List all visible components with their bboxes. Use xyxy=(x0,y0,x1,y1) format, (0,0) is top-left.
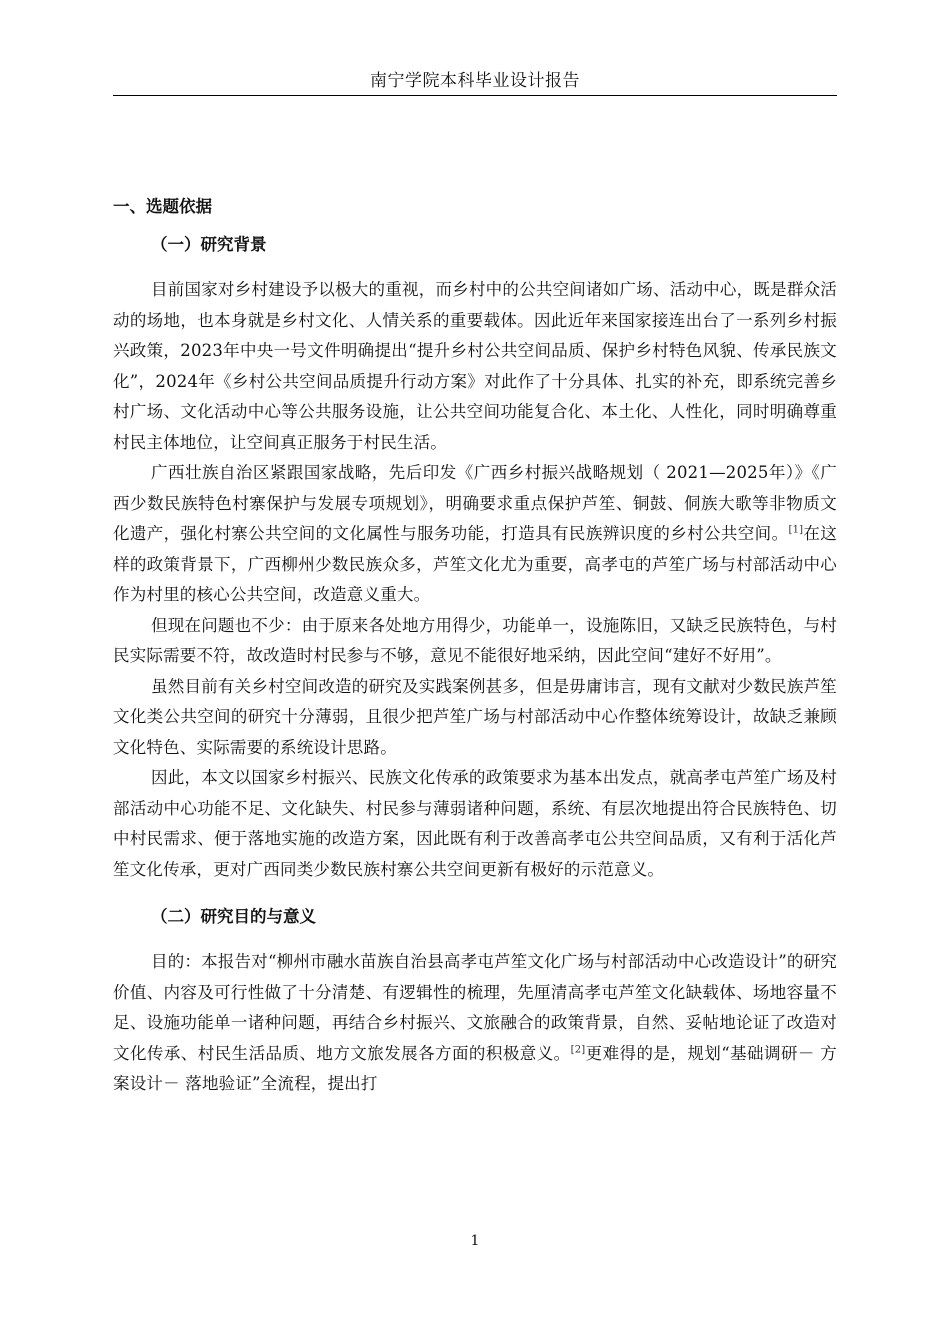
subsection-heading-background: （一）研究背景 xyxy=(151,235,267,254)
spacer xyxy=(113,885,837,903)
document-body xyxy=(113,193,837,1100)
subsection-heading-purpose: （二）研究目的与意义 xyxy=(151,907,316,926)
paragraph-text: 在这样的政策背景下，广西柳州少数民族众多，芦笙文化尤为重要，高孝屯的芦笙广场与村部活动中心作为村里的核心公共空间，改造意义重大。 xyxy=(113,524,838,604)
header-divider xyxy=(113,95,837,96)
paragraph: 目前国家对乡村建设予以极大的重视，而乡村中的公共空间诸如广场、活动中心，既是群众活动的场地，也本身就是乡村文化、人情关系的重要载体。因此近年来国家接连出台了一系列乡村振兴政策，2023年中央一号文件明确提出“提升乡村公共空间品质、保护乡村特色风貌、传承民族文化”，2024年《乡村公共空间品质提升行动方案》对此作了十分具体、扎实的补充，即系统完善乡村广场、文化活动中心等公共服务设施，让公共空间功能复合化、本土化、人性化，同时明确尊重村民主体地位，让空间真正服务于村民生活。 xyxy=(113,280,837,452)
page-header-title: 南宁学院本科毕业设计报告 xyxy=(370,71,580,91)
paragraph: 但现在问题也不少：由于原来各处地方用得少，功能单一，设施陈旧，又缺乏民族特色，与村民实际需要不符，故改造时村民参与不够，意见不能很好地采纳，因此空间“建好不好用”。 xyxy=(113,615,837,665)
citation-marker: [1] xyxy=(788,524,804,536)
paragraph-text: 更难得的是，规划“基础调研－ 方案设计－ 落地验证”全流程，提出打 xyxy=(113,1043,837,1093)
paragraph: 虽然目前有关乡村空间改造的研究及实践案例甚多，但是毋庸讳言，现有文献对少数民族芦笙文化类公共空间的研究十分薄弱，且很少把芦笙广场与村部活动中心作整体统筹设计，故缺乏兼顾文化特色、实际需要的系统设计思路。 xyxy=(113,676,837,757)
paragraph: 因此，本文以国家乡村振兴、民族文化传承的政策要求为基本出发点，就高孝屯芦笙广场及村部活动中心功能不足、文化缺失、村民参与薄弱诸种问题，系统、有层次地提出符合民族特色、切中村民需求、便于落地实施的改造方案，因此既有利于改善高孝屯公共空间品质，又有利于活化芦笙文化传承，更对广西同类少数民族村寨公共空间更新有极好的示范意义。 xyxy=(113,768,837,879)
section-heading: 一、选题依据 xyxy=(113,197,212,216)
paragraph xyxy=(113,458,837,611)
paragraph-text: 广西壮族自治区紧跟国家战略，先后印发《广西乡村振兴战略规划（ 2021—2025年）》《广西少数民族特色村寨保护与发展专项规划》，明确要求重点保护芦笙、铜鼓、侗族大歌等非物质文化遗产，强化村寨公共空间的文化属性与服务功能，打造具有民族辨识度的乡村公共空间。 xyxy=(113,463,837,543)
citation-marker: [2] xyxy=(570,1044,586,1055)
page-number: 1 xyxy=(470,1233,480,1249)
paragraph xyxy=(113,947,837,1100)
paragraph-text: 目的：本报告对“柳州市融水苗族自治县高孝屯芦笙文化广场与村部活动中心改造设计”的研究价值、内容及可行性做了十分清楚、有逻辑性的梳理，先厘清高孝屯芦笙文化缺载体、场地容量不足、设施功能单一诸种问题，再结合乡村振兴、文旅融合的政策背景，自然、妥帖地论证了改造对文化传承、村民生活品质、地方文旅发展各方面的积极意义。 xyxy=(113,952,837,1063)
